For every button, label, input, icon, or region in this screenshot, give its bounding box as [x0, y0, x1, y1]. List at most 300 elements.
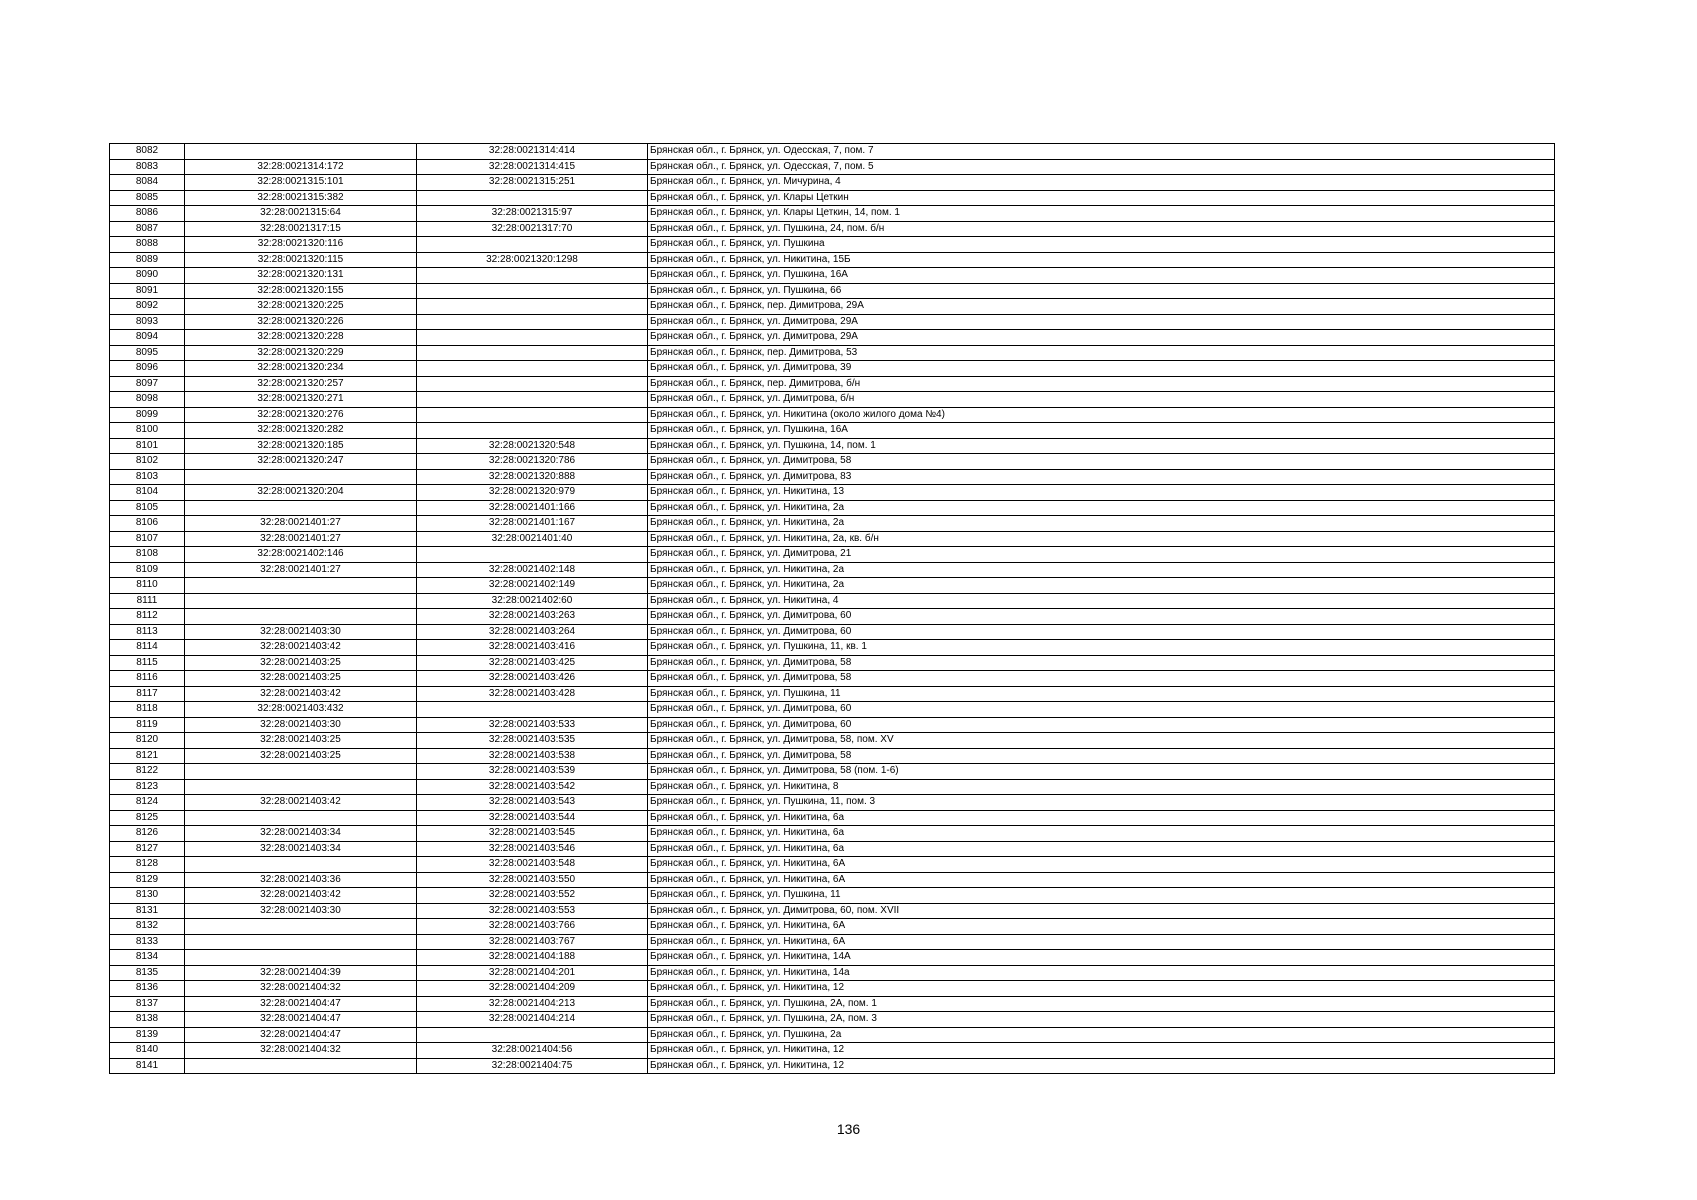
registry-table-body — [110, 144, 1555, 1074]
object-cadastral-number-cell — [417, 1027, 648, 1043]
table-row — [110, 655, 1555, 671]
table-row — [110, 872, 1555, 888]
table-row — [110, 268, 1555, 284]
address-cell: Брянская обл., г. Брянск, ул. Пушкина, 16А — [648, 268, 1555, 284]
object-cadastral-number-cell: 32:28:0021402:148 — [417, 562, 648, 578]
address-cell: Брянская обл., г. Брянск, ул. Димитрова, 60 — [648, 717, 1555, 733]
object-cadastral-number-cell: 32:28:0021403:416 — [417, 640, 648, 656]
address-cell: Брянская обл., г. Брянск, ул. Димитрова, 58 — [648, 454, 1555, 470]
address-cell: Брянская обл., г. Брянск, ул. Димитрова, 39 — [648, 361, 1555, 377]
row-number-cell: 8125 — [110, 810, 185, 826]
table-row — [110, 795, 1555, 811]
row-number-cell: 8104 — [110, 485, 185, 501]
row-number-cell: 8108 — [110, 547, 185, 563]
row-number-cell: 8129 — [110, 872, 185, 888]
address-cell: Брянская обл., г. Брянск, ул. Димитрова, 60 — [648, 624, 1555, 640]
address-cell: Брянская обл., г. Брянск, ул. Димитрова, 21 — [648, 547, 1555, 563]
row-number-cell: 8106 — [110, 516, 185, 532]
object-cadastral-number-cell — [417, 376, 648, 392]
registry-table — [109, 143, 1555, 1074]
address-cell: Брянская обл., г. Брянск, ул. Пушкина, 11 — [648, 686, 1555, 702]
table-row — [110, 190, 1555, 206]
row-number-cell: 8134 — [110, 950, 185, 966]
table-row — [110, 609, 1555, 625]
table-row — [110, 965, 1555, 981]
address-cell: Брянская обл., г. Брянск, ул. Никитина, 2а — [648, 578, 1555, 594]
object-cadastral-number-cell: 32:28:0021315:251 — [417, 175, 648, 191]
row-number-cell: 8131 — [110, 903, 185, 919]
object-cadastral-number-cell: 32:28:0021317:70 — [417, 221, 648, 237]
parent-cadastral-number-cell: 32:28:0021403:25 — [185, 655, 417, 671]
table-row — [110, 516, 1555, 532]
address-cell: Брянская обл., г. Брянск, ул. Димитрова, 60 — [648, 609, 1555, 625]
table-row — [110, 624, 1555, 640]
parent-cadastral-number-cell: 32:28:0021404:47 — [185, 996, 417, 1012]
row-number-cell: 8086 — [110, 206, 185, 222]
row-number-cell: 8114 — [110, 640, 185, 656]
object-cadastral-number-cell: 32:28:0021404:213 — [417, 996, 648, 1012]
address-cell: Брянская обл., г. Брянск, ул. Одесская, 7, пом. 7 — [648, 144, 1555, 160]
parent-cadastral-number-cell: 32:28:0021320:116 — [185, 237, 417, 253]
address-cell: Брянская обл., г. Брянск, ул. Пушкина, 24, пом. б/н — [648, 221, 1555, 237]
object-cadastral-number-cell: 32:28:0021403:535 — [417, 733, 648, 749]
row-number-cell: 8101 — [110, 438, 185, 454]
table-row — [110, 981, 1555, 997]
row-number-cell: 8111 — [110, 593, 185, 609]
row-number-cell: 8103 — [110, 469, 185, 485]
table-row — [110, 547, 1555, 563]
parent-cadastral-number-cell: 32:28:0021314:172 — [185, 159, 417, 175]
row-number-cell: 8117 — [110, 686, 185, 702]
object-cadastral-number-cell — [417, 237, 648, 253]
row-number-cell: 8102 — [110, 454, 185, 470]
row-number-cell: 8139 — [110, 1027, 185, 1043]
table-row — [110, 748, 1555, 764]
parent-cadastral-number-cell — [185, 919, 417, 935]
parent-cadastral-number-cell: 32:28:0021320:247 — [185, 454, 417, 470]
address-cell: Брянская обл., г. Брянск, ул. Никитина, 15Б — [648, 252, 1555, 268]
address-cell: Брянская обл., г. Брянск, ул. Никитина, 6А — [648, 872, 1555, 888]
address-cell: Брянская обл., г. Брянск, ул. Никитина, 12 — [648, 1058, 1555, 1074]
object-cadastral-number-cell: 32:28:0021403:538 — [417, 748, 648, 764]
parent-cadastral-number-cell: 32:28:0021403:42 — [185, 640, 417, 656]
parent-cadastral-number-cell: 32:28:0021403:42 — [185, 795, 417, 811]
table-row — [110, 175, 1555, 191]
object-cadastral-number-cell: 32:28:0021320:979 — [417, 485, 648, 501]
table-row — [110, 314, 1555, 330]
table-row — [110, 733, 1555, 749]
parent-cadastral-number-cell: 32:28:0021315:382 — [185, 190, 417, 206]
parent-cadastral-number-cell: 32:28:0021403:30 — [185, 717, 417, 733]
address-cell: Брянская обл., г. Брянск, пер. Димитрова, 29А — [648, 299, 1555, 315]
object-cadastral-number-cell — [417, 361, 648, 377]
table-row — [110, 1012, 1555, 1028]
row-number-cell: 8088 — [110, 237, 185, 253]
address-cell: Брянская обл., г. Брянск, ул. Димитрова, 60 — [648, 702, 1555, 718]
table-row — [110, 252, 1555, 268]
address-cell: Брянская обл., г. Брянск, ул. Пушкина — [648, 237, 1555, 253]
object-cadastral-number-cell — [417, 407, 648, 423]
object-cadastral-number-cell — [417, 345, 648, 361]
row-number-cell: 8113 — [110, 624, 185, 640]
object-cadastral-number-cell: 32:28:0021404:201 — [417, 965, 648, 981]
parent-cadastral-number-cell: 32:28:0021320:225 — [185, 299, 417, 315]
parent-cadastral-number-cell: 32:28:0021403:25 — [185, 733, 417, 749]
table-row — [110, 1027, 1555, 1043]
table-row — [110, 671, 1555, 687]
row-number-cell: 8137 — [110, 996, 185, 1012]
address-cell: Брянская обл., г. Брянск, ул. Никитина, 6а — [648, 810, 1555, 826]
object-cadastral-number-cell: 32:28:0021403:543 — [417, 795, 648, 811]
table-row — [110, 361, 1555, 377]
parent-cadastral-number-cell: 32:28:0021320:185 — [185, 438, 417, 454]
address-cell: Брянская обл., г. Брянск, ул. Никитина, 12 — [648, 981, 1555, 997]
parent-cadastral-number-cell: 32:28:0021320:226 — [185, 314, 417, 330]
object-cadastral-number-cell: 32:28:0021403:428 — [417, 686, 648, 702]
object-cadastral-number-cell: 32:28:0021404:56 — [417, 1043, 648, 1059]
parent-cadastral-number-cell: 32:28:0021320:131 — [185, 268, 417, 284]
address-cell: Брянская обл., г. Брянск, ул. Димитрова, 58 — [648, 748, 1555, 764]
row-number-cell: 8084 — [110, 175, 185, 191]
parent-cadastral-number-cell: 32:28:0021403:34 — [185, 826, 417, 842]
table-row — [110, 903, 1555, 919]
object-cadastral-number-cell: 32:28:0021403:548 — [417, 857, 648, 873]
parent-cadastral-number-cell: 32:28:0021404:32 — [185, 981, 417, 997]
parent-cadastral-number-cell: 32:28:0021403:25 — [185, 671, 417, 687]
table-row — [110, 159, 1555, 175]
row-number-cell: 8140 — [110, 1043, 185, 1059]
parent-cadastral-number-cell: 32:28:0021403:36 — [185, 872, 417, 888]
table-row — [110, 407, 1555, 423]
row-number-cell: 8099 — [110, 407, 185, 423]
address-cell: Брянская обл., г. Брянск, ул. Димитрова, 58 (пом. 1-6) — [648, 764, 1555, 780]
parent-cadastral-number-cell: 32:28:0021320:204 — [185, 485, 417, 501]
address-cell: Брянская обл., г. Брянск, ул. Пушкина, 11, пом. 3 — [648, 795, 1555, 811]
table-row — [110, 593, 1555, 609]
row-number-cell: 8091 — [110, 283, 185, 299]
object-cadastral-number-cell: 32:28:0021403:264 — [417, 624, 648, 640]
object-cadastral-number-cell — [417, 190, 648, 206]
row-number-cell: 8090 — [110, 268, 185, 284]
row-number-cell: 8083 — [110, 159, 185, 175]
table-row — [110, 221, 1555, 237]
table-row — [110, 702, 1555, 718]
address-cell: Брянская обл., г. Брянск, ул. Никитина, 6А — [648, 919, 1555, 935]
parent-cadastral-number-cell: 32:28:0021404:47 — [185, 1027, 417, 1043]
row-number-cell: 8098 — [110, 392, 185, 408]
object-cadastral-number-cell: 32:28:0021403:552 — [417, 888, 648, 904]
parent-cadastral-number-cell — [185, 857, 417, 873]
table-row — [110, 485, 1555, 501]
object-cadastral-number-cell — [417, 299, 648, 315]
row-number-cell: 8094 — [110, 330, 185, 346]
table-row — [110, 299, 1555, 315]
object-cadastral-number-cell: 32:28:0021320:786 — [417, 454, 648, 470]
object-cadastral-number-cell: 32:28:0021403:542 — [417, 779, 648, 795]
parent-cadastral-number-cell: 32:28:0021403:432 — [185, 702, 417, 718]
parent-cadastral-number-cell: 32:28:0021315:101 — [185, 175, 417, 191]
address-cell: Брянская обл., г. Брянск, ул. Никитина, 6а — [648, 826, 1555, 842]
address-cell: Брянская обл., г. Брянск, ул. Никитина, 2а — [648, 562, 1555, 578]
parent-cadastral-number-cell — [185, 500, 417, 516]
object-cadastral-number-cell: 32:28:0021402:149 — [417, 578, 648, 594]
object-cadastral-number-cell: 32:28:0021403:426 — [417, 671, 648, 687]
table-row — [110, 950, 1555, 966]
address-cell: Брянская обл., г. Брянск, ул. Никитина (около жилого дома №4) — [648, 407, 1555, 423]
address-cell: Брянская обл., г. Брянск, ул. Пушкина, 2А, пом. 3 — [648, 1012, 1555, 1028]
table-row — [110, 779, 1555, 795]
row-number-cell: 8122 — [110, 764, 185, 780]
table-row — [110, 144, 1555, 160]
row-number-cell: 8115 — [110, 655, 185, 671]
row-number-cell: 8130 — [110, 888, 185, 904]
row-number-cell: 8123 — [110, 779, 185, 795]
parent-cadastral-number-cell — [185, 764, 417, 780]
parent-cadastral-number-cell: 32:28:0021404:39 — [185, 965, 417, 981]
object-cadastral-number-cell: 32:28:0021404:214 — [417, 1012, 648, 1028]
object-cadastral-number-cell: 32:28:0021314:415 — [417, 159, 648, 175]
table-row — [110, 438, 1555, 454]
table-row — [110, 376, 1555, 392]
address-cell: Брянская обл., г. Брянск, ул. Никитина, 6А — [648, 857, 1555, 873]
row-number-cell: 8100 — [110, 423, 185, 439]
parent-cadastral-number-cell: 32:28:0021403:30 — [185, 624, 417, 640]
object-cadastral-number-cell: 32:28:0021314:414 — [417, 144, 648, 160]
row-number-cell: 8119 — [110, 717, 185, 733]
row-number-cell: 8136 — [110, 981, 185, 997]
parent-cadastral-number-cell — [185, 1058, 417, 1074]
address-cell: Брянская обл., г. Брянск, ул. Клары Цеткин — [648, 190, 1555, 206]
parent-cadastral-number-cell — [185, 144, 417, 160]
row-number-cell: 8085 — [110, 190, 185, 206]
object-cadastral-number-cell: 32:28:0021404:75 — [417, 1058, 648, 1074]
object-cadastral-number-cell: 32:28:0021403:425 — [417, 655, 648, 671]
address-cell: Брянская обл., г. Брянск, пер. Димитрова, 53 — [648, 345, 1555, 361]
object-cadastral-number-cell: 32:28:0021401:40 — [417, 531, 648, 547]
address-cell: Брянская обл., г. Брянск, ул. Пушкина, 2а — [648, 1027, 1555, 1043]
object-cadastral-number-cell: 32:28:0021403:550 — [417, 872, 648, 888]
address-cell: Брянская обл., г. Брянск, ул. Никитина, 2а, кв. б/н — [648, 531, 1555, 547]
table-row — [110, 686, 1555, 702]
parent-cadastral-number-cell: 32:28:0021320:234 — [185, 361, 417, 377]
object-cadastral-number-cell: 32:28:0021403:766 — [417, 919, 648, 935]
row-number-cell: 8082 — [110, 144, 185, 160]
parent-cadastral-number-cell: 32:28:0021403:42 — [185, 686, 417, 702]
parent-cadastral-number-cell: 32:28:0021320:115 — [185, 252, 417, 268]
address-cell: Брянская обл., г. Брянск, ул. Никитина, 6а — [648, 841, 1555, 857]
object-cadastral-number-cell: 32:28:0021404:209 — [417, 981, 648, 997]
row-number-cell: 8121 — [110, 748, 185, 764]
parent-cadastral-number-cell: 32:28:0021320:276 — [185, 407, 417, 423]
object-cadastral-number-cell: 32:28:0021403:546 — [417, 841, 648, 857]
object-cadastral-number-cell: 32:28:0021403:544 — [417, 810, 648, 826]
parent-cadastral-number-cell: 32:28:0021403:30 — [185, 903, 417, 919]
parent-cadastral-number-cell: 32:28:0021402:146 — [185, 547, 417, 563]
address-cell: Брянская обл., г. Брянск, ул. Димитрова, 58 — [648, 671, 1555, 687]
address-cell: Брянская обл., г. Брянск, ул. Пушкина, 16А — [648, 423, 1555, 439]
page-number: 136 — [836, 1121, 861, 1137]
parent-cadastral-number-cell: 32:28:0021404:32 — [185, 1043, 417, 1059]
parent-cadastral-number-cell — [185, 950, 417, 966]
row-number-cell: 8127 — [110, 841, 185, 857]
table-row — [110, 857, 1555, 873]
object-cadastral-number-cell: 32:28:0021403:539 — [417, 764, 648, 780]
object-cadastral-number-cell — [417, 392, 648, 408]
address-cell: Брянская обл., г. Брянск, ул. Пушкина, 66 — [648, 283, 1555, 299]
address-cell: Брянская обл., г. Брянск, ул. Никитина, 14А — [648, 950, 1555, 966]
table-row — [110, 717, 1555, 733]
table-row — [110, 764, 1555, 780]
object-cadastral-number-cell — [417, 268, 648, 284]
table-row — [110, 423, 1555, 439]
row-number-cell: 8093 — [110, 314, 185, 330]
object-cadastral-number-cell — [417, 330, 648, 346]
parent-cadastral-number-cell: 32:28:0021320:257 — [185, 376, 417, 392]
table-row — [110, 1043, 1555, 1059]
row-number-cell: 8107 — [110, 531, 185, 547]
row-number-cell: 8135 — [110, 965, 185, 981]
object-cadastral-number-cell: 32:28:0021320:888 — [417, 469, 648, 485]
object-cadastral-number-cell: 32:28:0021403:533 — [417, 717, 648, 733]
row-number-cell: 8141 — [110, 1058, 185, 1074]
table-row — [110, 454, 1555, 470]
address-cell: Брянская обл., г. Брянск, ул. Димитрова, б/н — [648, 392, 1555, 408]
parent-cadastral-number-cell: 32:28:0021404:47 — [185, 1012, 417, 1028]
row-number-cell: 8097 — [110, 376, 185, 392]
parent-cadastral-number-cell — [185, 609, 417, 625]
table-row — [110, 392, 1555, 408]
table-row — [110, 934, 1555, 950]
row-number-cell: 8089 — [110, 252, 185, 268]
parent-cadastral-number-cell — [185, 469, 417, 485]
row-number-cell: 8133 — [110, 934, 185, 950]
object-cadastral-number-cell — [417, 702, 648, 718]
table-row — [110, 996, 1555, 1012]
row-number-cell: 8095 — [110, 345, 185, 361]
table-row — [110, 841, 1555, 857]
object-cadastral-number-cell: 32:28:0021402:60 — [417, 593, 648, 609]
row-number-cell: 8138 — [110, 1012, 185, 1028]
row-number-cell: 8096 — [110, 361, 185, 377]
address-cell: Брянская обл., г. Брянск, ул. Димитрова, 58 — [648, 655, 1555, 671]
address-cell: Брянская обл., г. Брянск, ул. Димитрова, 83 — [648, 469, 1555, 485]
object-cadastral-number-cell: 32:28:0021401:166 — [417, 500, 648, 516]
row-number-cell: 8087 — [110, 221, 185, 237]
address-cell: Брянская обл., г. Брянск, пер. Димитрова, б/н — [648, 376, 1555, 392]
parent-cadastral-number-cell — [185, 779, 417, 795]
object-cadastral-number-cell: 32:28:0021403:553 — [417, 903, 648, 919]
row-number-cell: 8116 — [110, 671, 185, 687]
parent-cadastral-number-cell: 32:28:0021320:155 — [185, 283, 417, 299]
table-row — [110, 206, 1555, 222]
object-cadastral-number-cell: 32:28:0021315:97 — [417, 206, 648, 222]
address-cell: Брянская обл., г. Брянск, ул. Димитрова, 29А — [648, 330, 1555, 346]
parent-cadastral-number-cell: 32:28:0021320:271 — [185, 392, 417, 408]
row-number-cell: 8118 — [110, 702, 185, 718]
row-number-cell: 8128 — [110, 857, 185, 873]
table-row — [110, 826, 1555, 842]
parent-cadastral-number-cell: 32:28:0021403:34 — [185, 841, 417, 857]
object-cadastral-number-cell: 32:28:0021403:767 — [417, 934, 648, 950]
object-cadastral-number-cell: 32:28:0021403:545 — [417, 826, 648, 842]
parent-cadastral-number-cell — [185, 810, 417, 826]
address-cell: Брянская обл., г. Брянск, ул. Никитина, 2а — [648, 516, 1555, 532]
address-cell: Брянская обл., г. Брянск, ул. Никитина, 13 — [648, 485, 1555, 501]
table-row — [110, 810, 1555, 826]
parent-cadastral-number-cell: 32:28:0021401:27 — [185, 516, 417, 532]
address-cell: Брянская обл., г. Брянск, ул. Мичурина, 4 — [648, 175, 1555, 191]
parent-cadastral-number-cell: 32:28:0021320:229 — [185, 345, 417, 361]
address-cell: Брянская обл., г. Брянск, ул. Одесская, 7, пом. 5 — [648, 159, 1555, 175]
row-number-cell: 8120 — [110, 733, 185, 749]
parent-cadastral-number-cell: 32:28:0021315:64 — [185, 206, 417, 222]
table-row — [110, 562, 1555, 578]
row-number-cell: 8092 — [110, 299, 185, 315]
parent-cadastral-number-cell — [185, 593, 417, 609]
parent-cadastral-number-cell: 32:28:0021403:25 — [185, 748, 417, 764]
object-cadastral-number-cell — [417, 547, 648, 563]
parent-cadastral-number-cell: 32:28:0021401:27 — [185, 531, 417, 547]
row-number-cell: 8124 — [110, 795, 185, 811]
table-row — [110, 640, 1555, 656]
address-cell: Брянская обл., г. Брянск, ул. Пушкина, 2А, пом. 1 — [648, 996, 1555, 1012]
row-number-cell: 8126 — [110, 826, 185, 842]
row-number-cell: 8112 — [110, 609, 185, 625]
table-row — [110, 1058, 1555, 1074]
address-cell: Брянская обл., г. Брянск, ул. Никитина, 14а — [648, 965, 1555, 981]
object-cadastral-number-cell: 32:28:0021403:263 — [417, 609, 648, 625]
table-row — [110, 237, 1555, 253]
row-number-cell: 8110 — [110, 578, 185, 594]
address-cell: Брянская обл., г. Брянск, ул. Никитина, 4 — [648, 593, 1555, 609]
parent-cadastral-number-cell: 32:28:0021320:228 — [185, 330, 417, 346]
object-cadastral-number-cell: 32:28:0021401:167 — [417, 516, 648, 532]
parent-cadastral-number-cell: 32:28:0021403:42 — [185, 888, 417, 904]
table-row — [110, 330, 1555, 346]
address-cell: Брянская обл., г. Брянск, ул. Пушкина, 11, кв. 1 — [648, 640, 1555, 656]
address-cell: Брянская обл., г. Брянск, ул. Никитина, 2а — [648, 500, 1555, 516]
object-cadastral-number-cell: 32:28:0021404:188 — [417, 950, 648, 966]
parent-cadastral-number-cell: 32:28:0021320:282 — [185, 423, 417, 439]
table-row — [110, 500, 1555, 516]
object-cadastral-number-cell: 32:28:0021320:548 — [417, 438, 648, 454]
row-number-cell: 8105 — [110, 500, 185, 516]
table-row — [110, 283, 1555, 299]
parent-cadastral-number-cell — [185, 934, 417, 950]
address-cell: Брянская обл., г. Брянск, ул. Никитина, 8 — [648, 779, 1555, 795]
table-row — [110, 919, 1555, 935]
parent-cadastral-number-cell: 32:28:0021401:27 — [185, 562, 417, 578]
parent-cadastral-number-cell — [185, 578, 417, 594]
parent-cadastral-number-cell: 32:28:0021317:15 — [185, 221, 417, 237]
row-number-cell: 8109 — [110, 562, 185, 578]
address-cell: Брянская обл., г. Брянск, ул. Никитина, 12 — [648, 1043, 1555, 1059]
table-row — [110, 345, 1555, 361]
table-row — [110, 888, 1555, 904]
address-cell: Брянская обл., г. Брянск, ул. Клары Цеткин, 14, пом. 1 — [648, 206, 1555, 222]
address-cell: Брянская обл., г. Брянск, ул. Пушкина, 11 — [648, 888, 1555, 904]
object-cadastral-number-cell: 32:28:0021320:1298 — [417, 252, 648, 268]
address-cell: Брянская обл., г. Брянск, ул. Димитрова, 58, пом. XV — [648, 733, 1555, 749]
object-cadastral-number-cell — [417, 283, 648, 299]
table-row — [110, 578, 1555, 594]
table-row — [110, 469, 1555, 485]
address-cell: Брянская обл., г. Брянск, ул. Пушкина, 14, пом. 1 — [648, 438, 1555, 454]
address-cell: Брянская обл., г. Брянск, ул. Димитрова, 60, пом. XVII — [648, 903, 1555, 919]
table-row — [110, 531, 1555, 547]
object-cadastral-number-cell — [417, 423, 648, 439]
address-cell: Брянская обл., г. Брянск, ул. Димитрова, 29А — [648, 314, 1555, 330]
